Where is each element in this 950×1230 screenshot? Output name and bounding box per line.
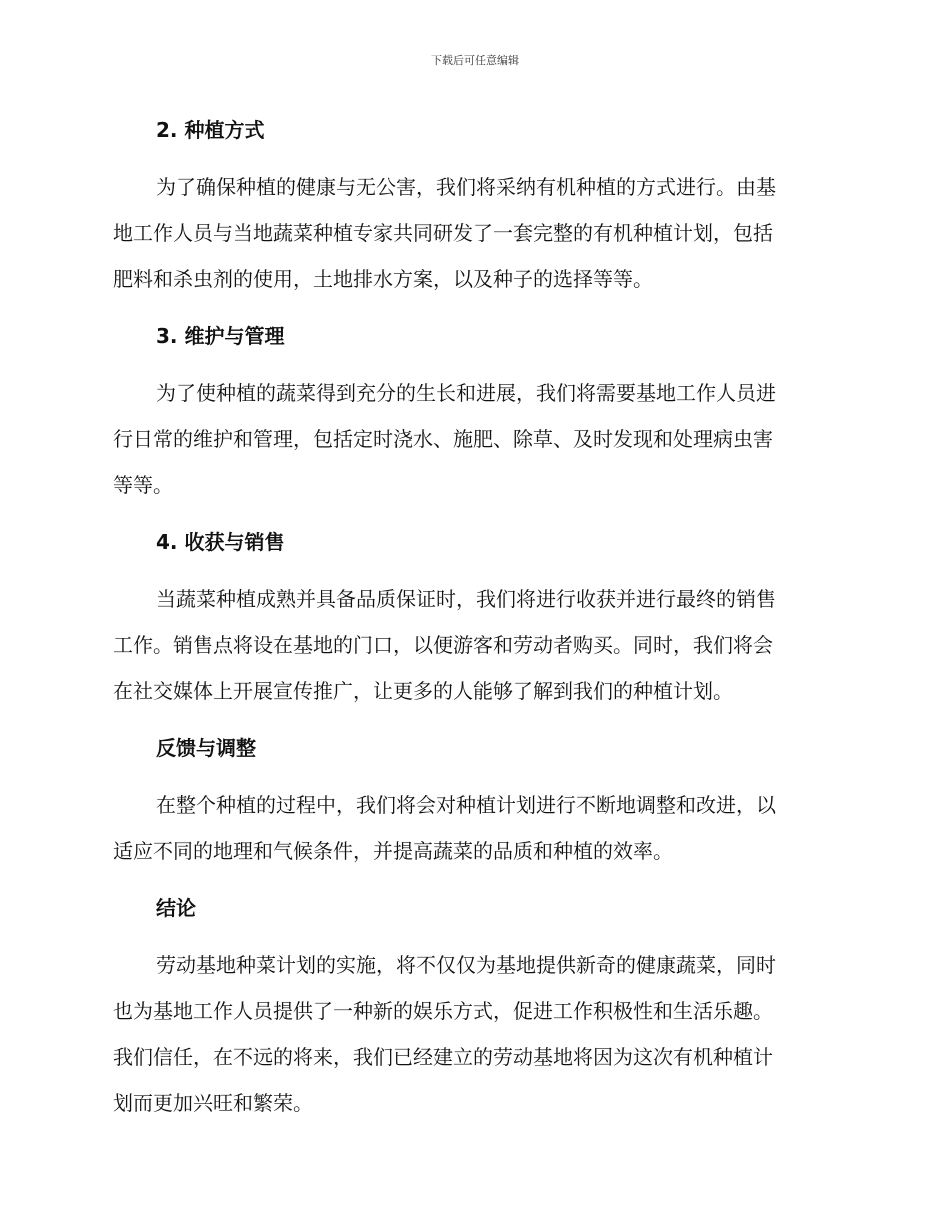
paragraph-line: 为了使种植的蔬菜得到充分的生长和进展，我们将需要基地工作人员进 bbox=[156, 381, 776, 405]
section-heading: 2. 种植方式 bbox=[156, 118, 265, 142]
section-feedback bbox=[113, 728, 831, 888]
section-paragraph bbox=[113, 370, 831, 508]
paragraph-line: 行日常的维护和管理，包括定时浇水、施肥、除草、及时发现和处理病虫害 bbox=[113, 427, 773, 451]
paragraph-line: 划而更加兴旺和繁荣。 bbox=[113, 1091, 313, 1115]
section-paragraph bbox=[113, 782, 831, 874]
section-paragraph bbox=[113, 942, 831, 1126]
section-heading: 结论 bbox=[156, 896, 196, 920]
section-heading: 4. 收获与销售 bbox=[156, 530, 285, 554]
paragraph-line: 工作。销售点将设在基地的门口，以便游客和劳动者购买。同时，我们将会 bbox=[113, 633, 773, 657]
paragraph-line: 地工作人员与当地蔬菜种植专家共同研发了一套完整的有机种植计划，包括 bbox=[113, 221, 773, 245]
paragraph-line: 我们信任，在不远的将来，我们已经建立的劳动基地将因为这次有机种植计 bbox=[113, 1045, 773, 1069]
paragraph-line: 在整个种植的过程中，我们将会对种植计划进行不断地调整和改进，以 bbox=[156, 793, 776, 817]
paragraph-line: 劳动基地种菜计划的实施，将不仅仅为基地提供新奇的健康蔬菜，同时 bbox=[156, 953, 776, 977]
paragraph-line: 为了确保种植的健康与无公害，我们将采纳有机种植的方式进行。由基 bbox=[156, 175, 776, 199]
page-header-note: 下载后可任意编辑 bbox=[431, 54, 519, 67]
document-body bbox=[113, 110, 831, 1126]
paragraph-line: 在社交媒体上开展宣传推广，让更多的人能够了解到我们的种植计划。 bbox=[113, 679, 733, 703]
section-heading: 反馈与调整 bbox=[156, 736, 256, 760]
paragraph-line: 当蔬菜种植成熟并具备品质保证时，我们将进行收获并进行最终的销售 bbox=[156, 587, 776, 611]
paragraph-line: 适应不同的地理和气候条件，并提高蔬菜的品质和种植的效率。 bbox=[113, 839, 673, 863]
paragraph-line: 肥料和杀虫剂的使用，土地排水方案，以及种子的选择等等。 bbox=[113, 267, 653, 291]
paragraph-line: 也为基地工作人员提供了一种新的娱乐方式，促进工作积极性和生活乐趣。 bbox=[113, 999, 773, 1023]
section-conclusion bbox=[113, 888, 831, 1126]
section-heading: 3. 维护与管理 bbox=[156, 324, 285, 348]
section-maintenance bbox=[113, 316, 831, 522]
section-paragraph bbox=[113, 576, 831, 714]
section-paragraph bbox=[113, 164, 831, 302]
paragraph-line: 等等。 bbox=[113, 473, 173, 497]
section-harvest-sales bbox=[113, 522, 831, 728]
section-planting-method bbox=[113, 110, 831, 316]
